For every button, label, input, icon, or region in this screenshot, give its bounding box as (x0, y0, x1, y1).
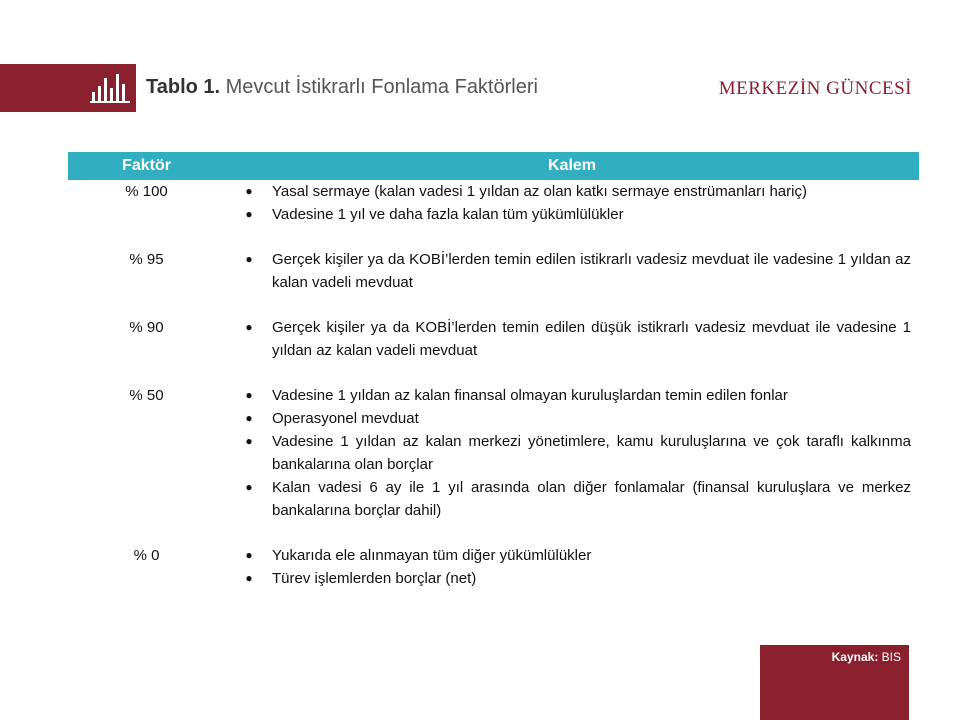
source-note (832, 650, 901, 664)
item-text: Vadesine 1 yıldan az kalan merkezi yönetimlere, kamu kuruluşlarına ve çok taraflı kalkınma bankalarına olan borçlar (272, 433, 911, 473)
list-item (225, 567, 919, 590)
item-text: Gerçek kişiler ya da KOBİ’lerden temin edilen düşük istikrarlı vadesiz mevduat ile vadesine 1 yıldan az kalan vadeli mevduat (272, 319, 911, 359)
item-text: Kalan vadesi 6 ay ile 1 yıl arasında olan diğer fonlamalar (finansal kuruluşlara ve merkez bankalarına borçlar dahil) (272, 479, 911, 519)
bullet-icon: ● (245, 388, 253, 402)
item-list (225, 544, 919, 590)
item-list (225, 248, 919, 294)
item-text: Yukarıda ele alınmayan tüm diğer yükümlülükler (272, 547, 592, 564)
item-text: Vadesine 1 yıl ve daha fazla kalan tüm yükümlülükler (272, 206, 624, 223)
table-header (68, 152, 919, 180)
list-item (225, 180, 919, 203)
table-row (68, 384, 919, 522)
table-row (68, 316, 919, 362)
factor-table (68, 152, 919, 590)
title-bold: Tablo 1. (146, 76, 221, 98)
item-list (225, 180, 919, 226)
bullet-icon: ● (245, 411, 253, 425)
source-label: Kaynak: (831, 650, 879, 664)
page-title (146, 76, 538, 99)
item-list (225, 316, 919, 362)
factor-cell: % 50 (129, 387, 164, 404)
column-header-factor: Faktör (122, 157, 171, 174)
brand-logo: MERKEZİN GÜNCESİ (718, 78, 912, 99)
bullet-icon: ● (245, 571, 253, 585)
column-header-item: Kalem (547, 157, 597, 174)
bullet-icon: ● (245, 184, 253, 198)
item-text: Operasyonel mevduat (272, 410, 419, 427)
list-item (225, 476, 919, 522)
factor-cell: % 100 (125, 183, 168, 200)
factor-cell: % 90 (129, 319, 164, 336)
list-item (225, 316, 919, 362)
title-text: Mevcut İstikrarlı Fonlama Faktörleri (220, 76, 538, 98)
bullet-icon: ● (245, 320, 253, 334)
list-item (225, 544, 919, 567)
list-item (225, 430, 919, 476)
bar-chart-icon (90, 72, 130, 104)
factor-cell: % 0 (133, 547, 160, 564)
source-value: BIS (878, 650, 901, 664)
table-row (68, 544, 919, 590)
bullet-icon: ● (245, 480, 253, 494)
table-row (68, 180, 919, 226)
item-text: Gerçek kişiler ya da KOBİ’lerden temin edilen istikrarlı vadesiz mevduat ile vadesine 1 yıldan az kalan vadeli mevduat (272, 251, 911, 291)
item-text: Yasal sermaye (kalan vadesi 1 yıldan az olan katkı sermaye enstrümanları hariç) (272, 183, 807, 200)
list-item (225, 407, 919, 430)
bullet-icon: ● (245, 548, 253, 562)
factor-cell: % 95 (129, 251, 164, 268)
bullet-icon: ● (245, 434, 253, 448)
list-item (225, 203, 919, 226)
list-item (225, 384, 919, 407)
table-body (68, 180, 919, 590)
list-item (225, 248, 919, 294)
bullet-icon: ● (245, 207, 253, 221)
item-text: Türev işlemlerden borçlar (net) (272, 570, 477, 587)
source-box (760, 645, 909, 720)
bullet-icon: ● (245, 252, 253, 266)
item-list (225, 384, 919, 522)
item-text: Vadesine 1 yıldan az kalan finansal olmayan kuruluşlardan temin edilen fonlar (272, 387, 788, 404)
table-row (68, 248, 919, 294)
